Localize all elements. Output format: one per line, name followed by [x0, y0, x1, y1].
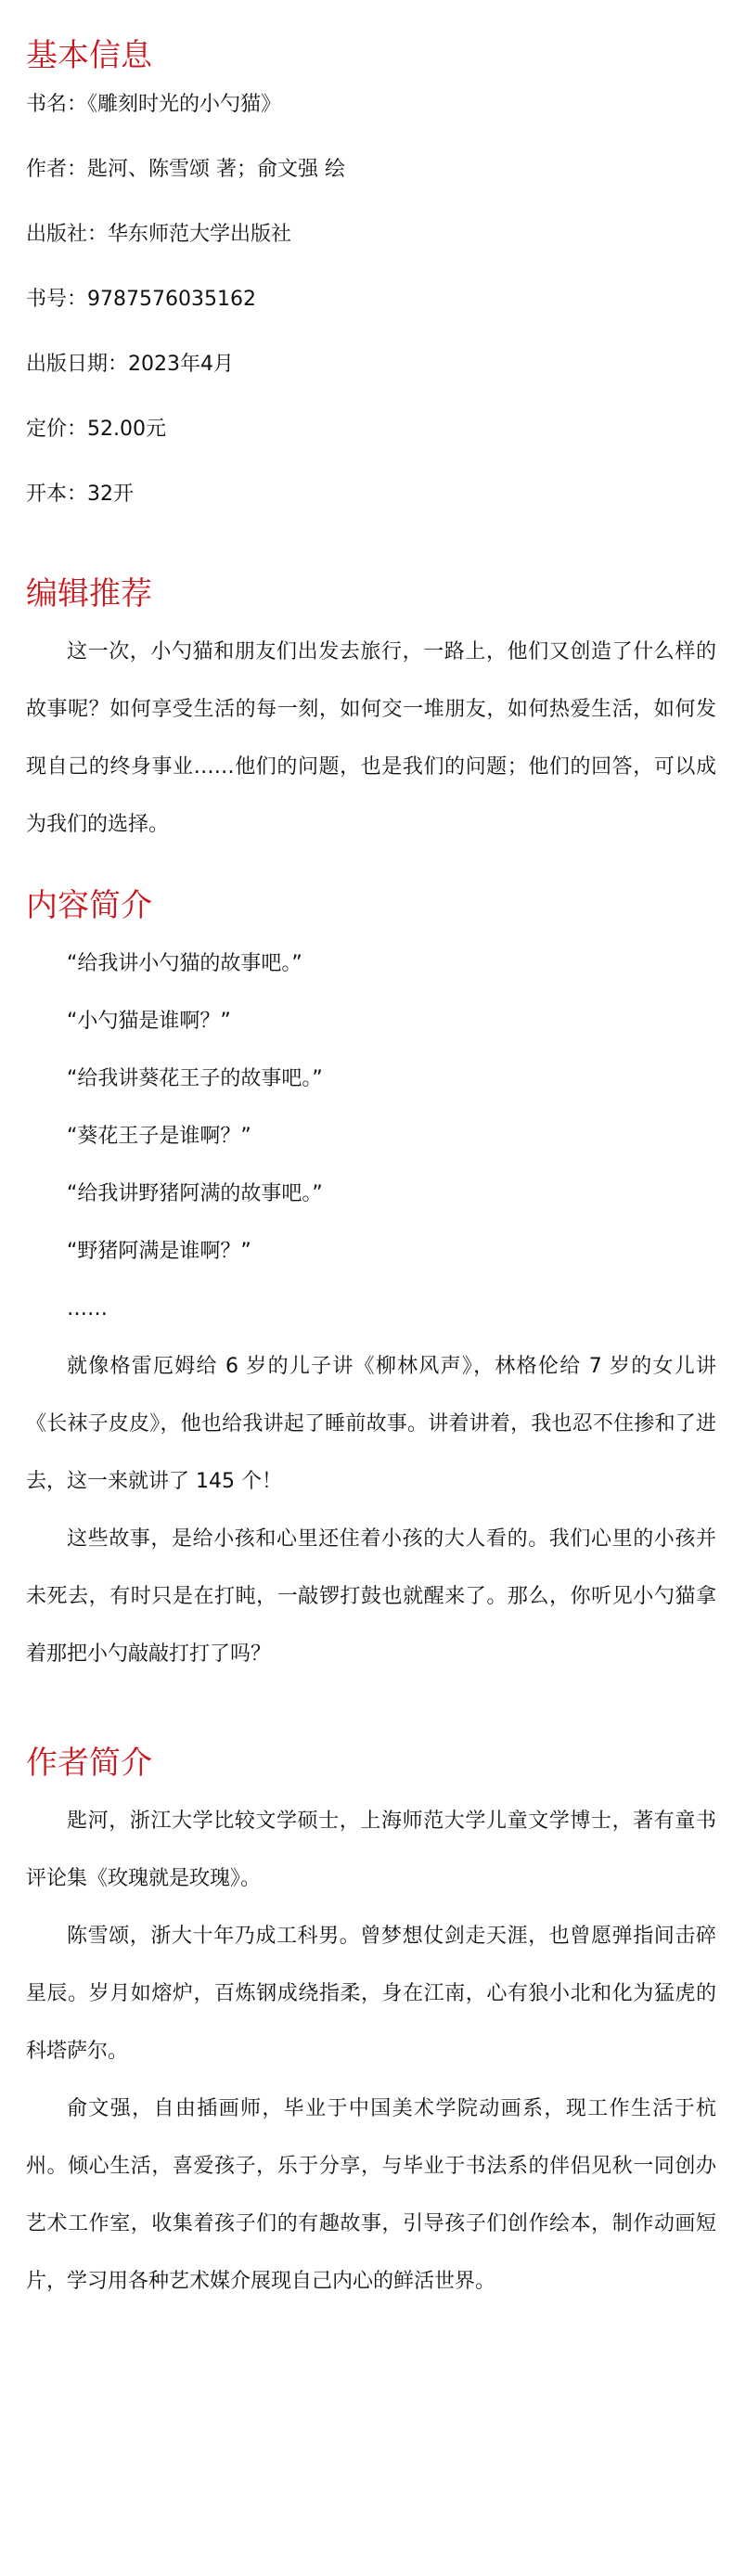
info-line-price: 定价：52.00元	[26, 418, 166, 441]
dialogue-line: “小勺猫是谁啊？”	[67, 1010, 231, 1033]
author-intro-paragraph: 陈雪颂，浙大十年乃成工科男。曾梦想仗剑走天涯，也曾愿弹指间击碎星辰。岁月如熔炉，百炼钢成绕指柔，身在江南，心有狼小北和化为猛虎的科塔萨尔。	[26, 1925, 716, 2063]
content-summary-paragraph: 这些故事，是给小孩和心里还住着小孩的大人看的。我们心里的小孩并未死去，有时只是在打盹，一敲锣打鼓也就醒来了。那么，你听见小勺猫拿着那把小勺敲敲打打了吗？	[26, 1527, 716, 1666]
basic-info-section	[26, 33, 716, 509]
author-intro-section	[26, 1741, 716, 2311]
content-summary-body	[26, 935, 716, 1683]
dialogue-line: “野猪阿满是谁啊？”	[67, 1240, 251, 1263]
author-intro-heading: 作者简介	[26, 1745, 152, 1782]
editor-recommendation-body	[26, 624, 716, 854]
info-line-publish-date: 出版日期：2023年4月	[26, 353, 234, 376]
info-line-publisher: 出版社：华东师范大学出版社	[26, 223, 292, 246]
info-line-author: 作者：匙河、陈雪颂 著；俞文强 绘	[26, 158, 345, 181]
author-intro-paragraph: 俞文强，自由插画师，毕业于中国美术学院动画系，现工作生活于杭州。倾心生活，喜爱孩子，乐于分享，与毕业于书法系的伴侣见秋一同创办艺术工作室，收集着孩子们的有趣故事，引导孩子们创作绘本，制作动画短片，学习用各种艺术媒介展现自己内心的鲜活世界。	[26, 2097, 716, 2293]
info-line-format: 开本：32开	[26, 483, 134, 506]
dialogue-line: “葵花王子是谁啊？”	[67, 1125, 251, 1148]
dialogue-line: “给我讲葵花王子的故事吧。”	[67, 1067, 323, 1090]
author-intro-paragraph: 匙河，浙江大学比较文学硕士，上海师范大学儿童文学博士，著有童书评论集《玫瑰就是玫瑰》。	[26, 1810, 716, 1890]
content-summary-heading: 内容简介	[26, 887, 152, 924]
dialogue-line: “给我讲小勺猫的故事吧。”	[67, 952, 302, 975]
author-intro-body	[26, 1793, 716, 2311]
dialogue-line: “给我讲野猪阿满的故事吧。”	[67, 1182, 323, 1205]
content-summary-paragraph: 就像格雷厄姆给 6 岁的儿子讲《柳林风声》，林格伦给 7 岁的女儿讲《长袜子皮皮》，他也给我讲起了睡前故事。讲着讲着，我也忍不住掺和了进去，这一来就讲了 145 个！	[26, 1355, 716, 1493]
dialogue-ellipsis: ……	[67, 1297, 108, 1320]
info-line-book-title: 书名：《雕刻时光的小勺猫》	[26, 93, 282, 116]
editor-recommendation-section	[26, 572, 716, 854]
editor-recommendation-heading: 编辑推荐	[26, 575, 152, 612]
content-summary-section	[26, 883, 716, 1683]
basic-info-list	[26, 91, 716, 509]
info-line-isbn: 书号：9787576035162	[26, 288, 256, 311]
editor-recommendation-paragraph: 这一次，小勺猫和朋友们出发去旅行，一路上，他们又创造了什么样的故事呢？如何享受生活的每一刻，如何交一堆朋友，如何热爱生活，如何发现自己的终身事业……他们的问题，也是我们的问题；他们的回答，可以成为我们的选择。	[26, 640, 716, 836]
basic-info-heading: 基本信息	[26, 37, 152, 74]
